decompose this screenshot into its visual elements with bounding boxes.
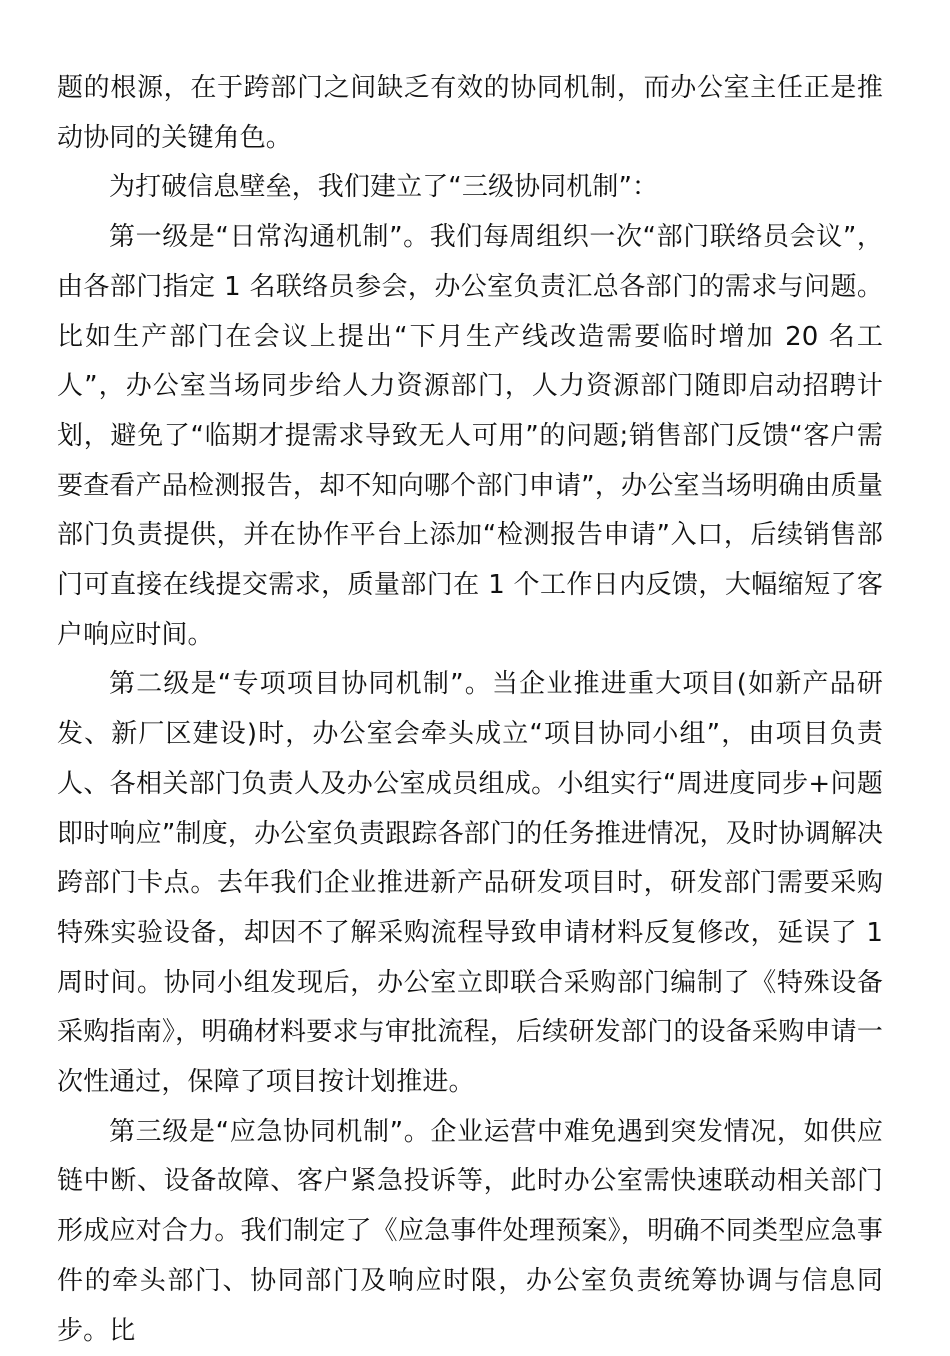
- document-body: [57, 64, 883, 1356]
- paragraph-level-one: 第一级是“日常沟通机制”。我们每周组织一次“部门联络员会议”，由各部门指定 1 名联络员参会，办公室负责汇总各部门的需求与问题。比如生产部门在会议上提出“下月生产线改造需要临时增加 20 名工人”，办公室当场同步给人力资源部门，人力资源部门随即启动招聘计划，避免了“临期才提需求导致无人可用”的问题;销售部门反馈“客户需要查看产品检测报告，却不知向哪个部门申请”，办公室当场明确由质量部门负责提供，并在协作平台上添加“检测报告申请”入口，后续销售部门可直接在线提交需求，质量部门在 1 个工作日内反馈，大幅缩短了客户响应时间。: [57, 222, 883, 650]
- paragraph-intro-mechanism: 为打破信息壁垒，我们建立了“三级协同机制”：: [109, 172, 659, 203]
- paragraph-continuation: 题的根源，在于跨部门之间缺乏有效的协同机制，而办公室主任正是推动协同的关键角色。: [57, 73, 883, 153]
- paragraph-level-two: 第二级是“专项项目协同机制”。当企业推进重大项目(如新产品研发、新厂区建设)时，办公室会牵头成立“项目协同小组”，由项目负责人、各相关部门负责人及办公室成员组成。小组实行“周进度同步+问题即时响应”制度，办公室负责跟踪各部门的任务推进情况，及时协调解决跨部门卡点。去年我们企业推进新产品研发项目时，研发部门需要采购特殊实验设备，却因不了解采购流程导致申请材料反复修改，延误了 1 周时间。协同小组发现后，办公室立即联合采购部门编制了《特殊设备采购指南》，明确材料要求与审批流程，后续研发部门的设备采购申请一次性通过，保障了项目按计划推进。: [57, 669, 883, 1098]
- paragraph-level-three: 第三级是“应急协同机制”。企业运营中难免遇到突发情况，如供应链中断、设备故障、客户紧急投诉等，此时办公室需快速联动相关部门形成应对合力。我们制定了《应急事件处理预案》，明确不同类型应急事件的牵头部门、协同部门及响应时限，办公室负责统筹协调与信息同步。比: [57, 1116, 883, 1346]
